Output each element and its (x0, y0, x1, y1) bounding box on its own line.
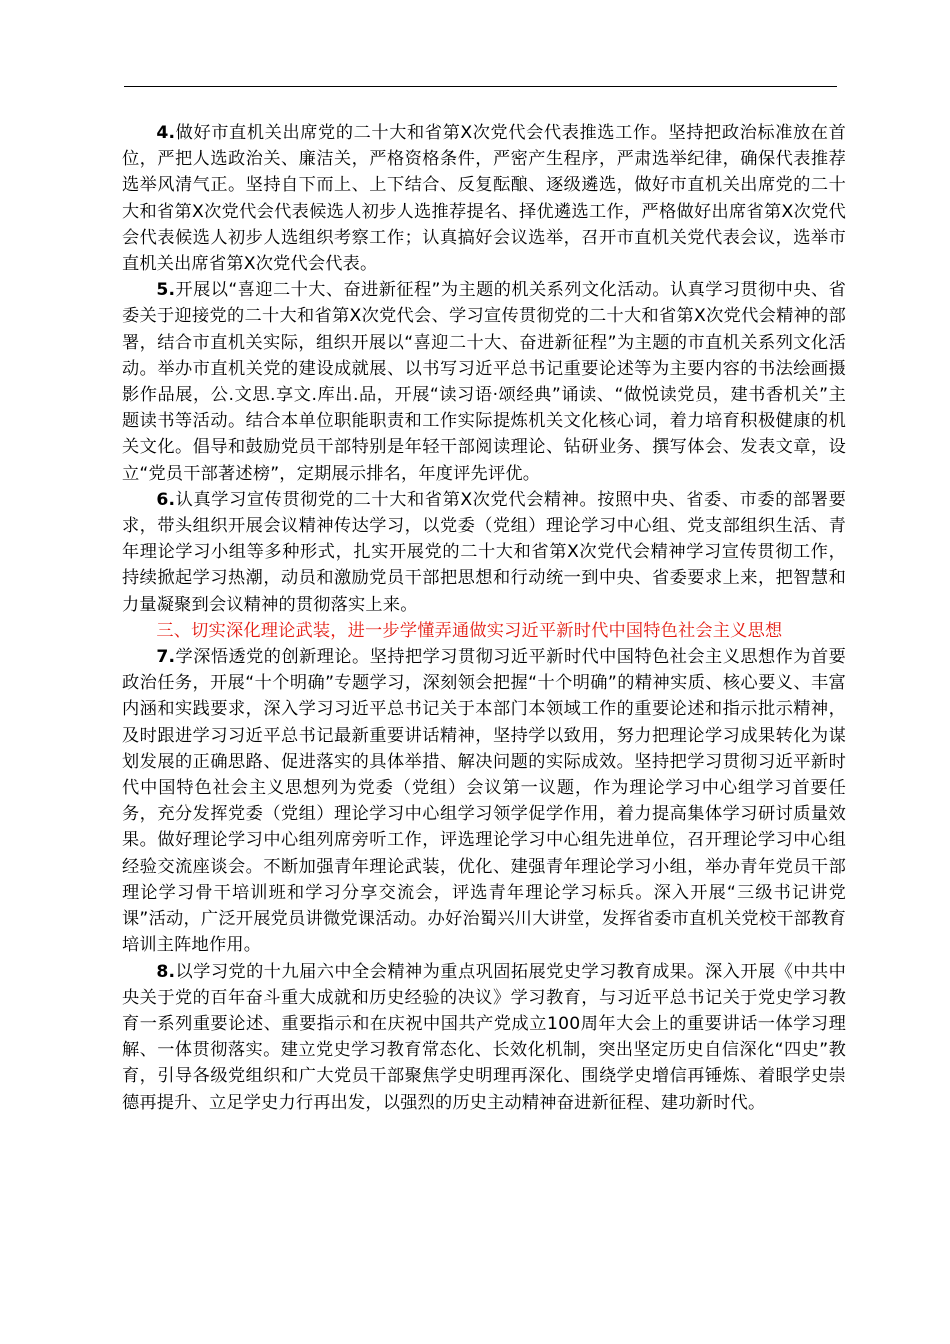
paragraph-item-7 (122, 644, 846, 958)
item-body: 按照中央、省委、市委的部署要求，带头组织开展会议精神传达学习，以党委（党组）理论学习中心组、党支部组织生活、青年理论学习小组等多种形式，扎实开展党的二十大和省第X次党代会精神学习宣传贯彻工作，持续掀起学习热潮，动员和激励党员干部把思想和行动统一到中央、省委要求上来，把智慧和力量凝聚到会议精神的贯彻落实上来。 (122, 489, 846, 615)
item-number: 7. (156, 647, 176, 668)
document-body (122, 120, 846, 1116)
item-title: 以学习党的十九届六中全会精神为重点巩固拓展党史学习教育成果。 (175, 961, 706, 982)
item-body: 坚持把政治标准放在首位，严把人选政治关、廉洁关，严格资格条件，严密产生程序，严肃选举纪律，确保代表推荐选举风清气正。坚持自下而上、上下结合、反复酝酿、逐级遴选，做好市直机关出席党的二十大和省第X次党代会代表候选人初步人选推荐提名、择优遴选工作，严格做好出席省第X次党代会代表候选人初步人选组织考察工作；认真搞好会议选举，召开市直机关党代表会议，选举市直机关出席省第X次党代会代表。 (122, 123, 846, 275)
item-number: 4. (156, 123, 176, 143)
item-body: 深入开展《中共中央关于党的百年奋斗重大成就和历史经验的决议》学习教育，与习近平总书记关于党史学习教育一系列重要论述、重要指示和在庆祝中国共产党成立100周年大会上的重要讲话一体学习理解、一体贯彻落实。建立党史学习教育常态化、长效化机制，突出坚定历史自信深化“四史”教育，引导各级党组织和广大党员干部聚焦学史明理再深化、围绕学史增信再锤炼、着眼学史崇德再提升、立足学史力行再出发，以强烈的历史主动精神奋进新征程、建功新时代。 (122, 961, 846, 1113)
paragraph-item-5 (122, 277, 846, 487)
item-number: 6. (156, 489, 176, 510)
item-number: 8. (156, 961, 176, 982)
section-heading-3: 三、切实深化理论武装，进一步学懂弄通做实习近平新时代中国特色社会主义思想 (156, 620, 783, 641)
item-body: 坚持把学习贯彻习近平新时代中国特色社会主义思想作为首要政治任务，开展“十个明确”专题学习，深刻领会把握“十个明确”的精神实质、核心要义、丰富内涵和实践要求，深入学习习近平总书记关于本部门本领域工作的重要论述和指示批示精神，及时跟进学习习近平总书记最新重要讲话精神，坚持学以致用，努力把理论学习成果转化为谋划发展的正确思路、促进落实的具体举措、解决问题的实际成效。坚持把学习贯彻习近平新时代中国特色社会主义思想列为党委（党组）会议第一议题，作为理论学习中心组学习首要任务，充分发挥党委（党组）理论学习中心组学习领学促学作用，着力提高集体学习研讨质量效果。做好理论学习中心组列席旁听工作，评选理论学习中心组先进单位，召开理论学习中心组经验交流座谈会。不断加强青年理论武装，优化、建强青年理论学习小组，举办青年党员干部理论学习骨干培训班和学习分享交流会，评选青年理论学习标兵。深入开展“三级书记讲党课”活动，广泛开展党员讲微党课活动。办好治蜀兴川大讲堂，发挥省委市直机关党校干部教育培训主阵地作用。 (122, 647, 846, 956)
item-title: 认真学习宣传贯彻党的二十大和省第X次党代会精神。 (175, 489, 598, 510)
paragraph-item-4 (122, 120, 846, 277)
item-title: 学深悟透党的创新理论。 (175, 647, 370, 668)
item-title: 做好市直机关出席党的二十大和省第X次党代会代表推选工作。 (175, 123, 669, 143)
paragraph-item-8 (122, 959, 846, 1116)
item-body: 认真学习贯彻中央、省委关于迎接党的二十大和省第X次党代会、学习宣传贯彻党的二十大和省第X次党代会精神的部署，结合市直机关实际，组织开展以“喜迎二十大、奋进新征程”为主题的市直机关系列文化活动。举办市直机关党的建设成就展、以书写习近平总书记重要论述等为主要内容的书法绘画摄影作品展，公.文思.享文.库出.品，开展“读习语·颂经典”诵读、“做悦读党员，建书香机关”主题读书等活动。结合本单位职能职责和工作实际提炼机关文化核心词，着力培育积极健康的机关文化。倡导和鼓励党员干部特别是年轻干部阅读理论、钻研业务、撰写体会、发表文章，设立“党员干部著述榜”，定期展示排名，年度评先评优。 (122, 280, 846, 484)
paragraph-item-6 (122, 487, 846, 618)
item-title: 开展以“喜迎二十大、奋进新征程”为主题的机关系列文化活动。 (175, 280, 670, 301)
item-number: 5. (156, 280, 176, 301)
header-rule (124, 86, 837, 87)
